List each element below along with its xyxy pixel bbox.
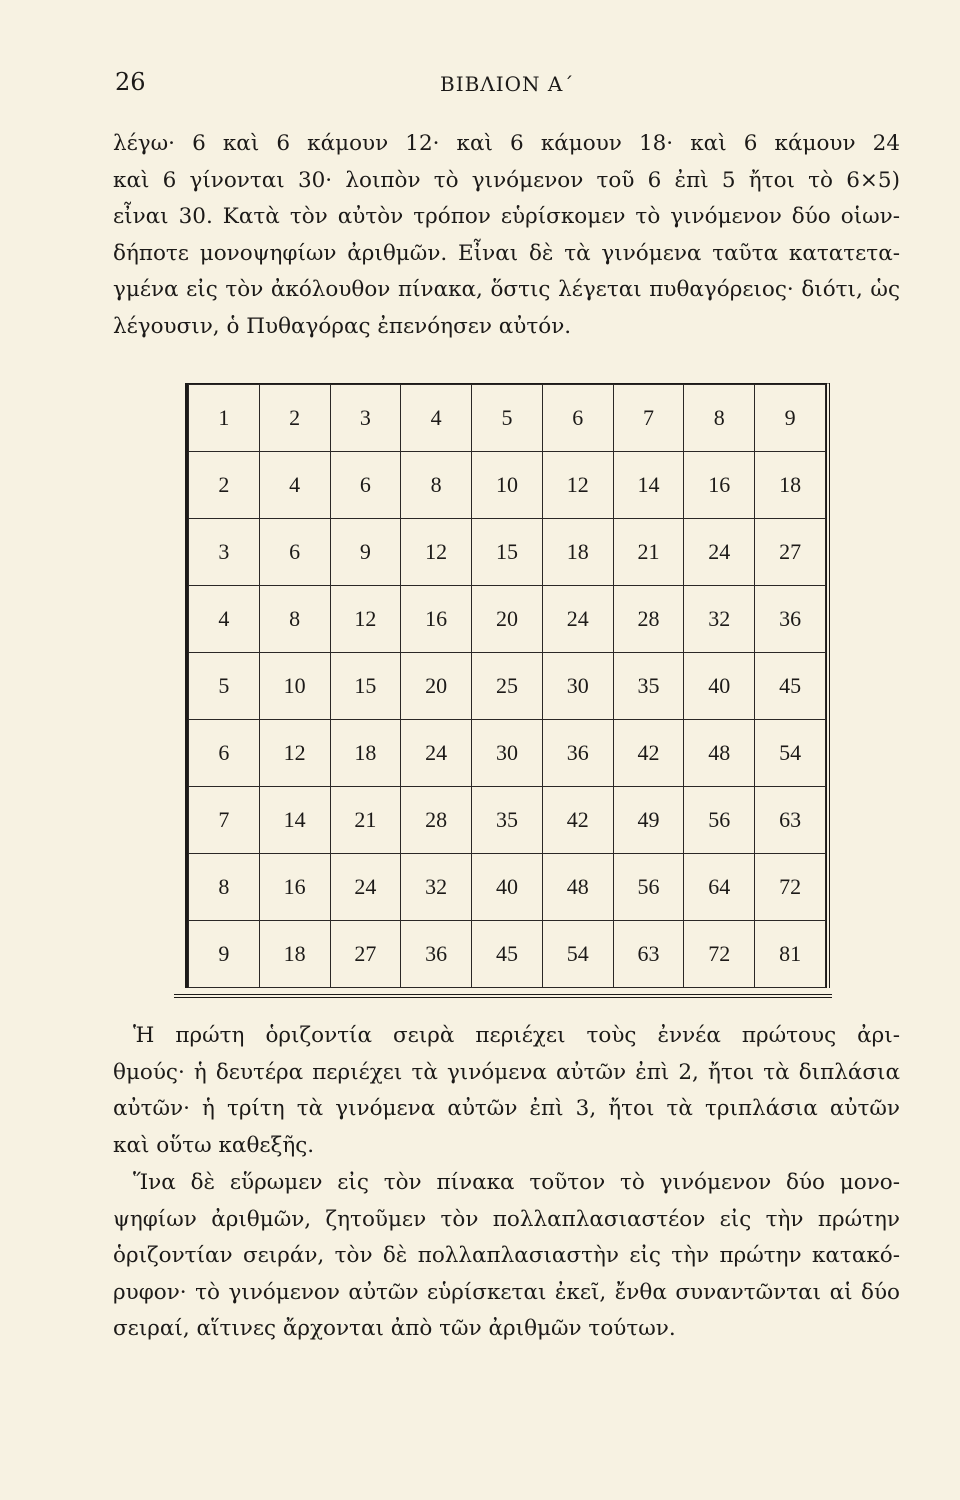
table-cell: 9 xyxy=(330,519,401,586)
table-cell: 6 xyxy=(189,720,260,787)
table-cell: 18 xyxy=(259,921,330,988)
table-cell: 20 xyxy=(472,586,543,653)
table-cell: 81 xyxy=(755,921,826,988)
table-row xyxy=(189,519,826,586)
text-line: εἶναι 30. Κατὰ τὸν αὐτὸν τρόπον εὑρίσκομεν τὸ γινόμενον δύο οἱων- xyxy=(113,204,900,229)
table-cell: 10 xyxy=(472,452,543,519)
table-cell: 2 xyxy=(189,452,260,519)
table-cell: 72 xyxy=(684,921,755,988)
table-cell: 12 xyxy=(542,452,613,519)
pythagorean-table xyxy=(185,383,830,988)
table-row xyxy=(189,653,826,720)
table-cell: 6 xyxy=(542,385,613,452)
table-cell: 14 xyxy=(613,452,684,519)
table-cell: 8 xyxy=(684,385,755,452)
table-cell: 56 xyxy=(684,787,755,854)
text-line: λέγω· 6 καὶ 6 κάμουν 12· καὶ 6 κάμουν 18· καὶ 6 κάμουν 24 xyxy=(113,131,900,156)
table-cell: 4 xyxy=(189,586,260,653)
table-cell: 42 xyxy=(613,720,684,787)
table-cell: 24 xyxy=(401,720,472,787)
table-cell: 42 xyxy=(542,787,613,854)
table-row xyxy=(189,921,826,988)
text-line: ψηφίων ἀριθμῶν, ζητοῦμεν τὸν πολλαπλασιαστέον εἰς τὴν πρώτην xyxy=(113,1206,900,1232)
table-cell: 21 xyxy=(613,519,684,586)
text-line: αὐτῶν· ἡ τρίτη τὰ γινόμενα αὐτῶν ἐπὶ 3, ἤτοι τὰ τριπλάσια αὐτῶν xyxy=(113,1096,900,1121)
table-cell: 28 xyxy=(613,586,684,653)
table-cell: 36 xyxy=(542,720,613,787)
table-cell: 32 xyxy=(684,586,755,653)
table-cell: 40 xyxy=(472,854,543,921)
table-cell: 32 xyxy=(401,854,472,921)
table-cell: 36 xyxy=(755,586,826,653)
table-cell: 9 xyxy=(189,921,260,988)
text-line: δήποτε μονοψηφίων ἀριθμῶν. Εἶναι δὲ τὰ γινόμενα ταῦτα κατατετα- xyxy=(113,240,900,266)
text-line: ὁριζοντίαν σειράν, τὸν δὲ πολλαπλασιαστὴν εἰς τὴν πρώτην κατακό- xyxy=(113,1243,900,1268)
table-cell: 18 xyxy=(330,720,401,787)
table-cell: 35 xyxy=(472,787,543,854)
table-cell: 28 xyxy=(401,787,472,854)
table-cell: 9 xyxy=(755,385,826,452)
table-cell: 6 xyxy=(259,519,330,586)
table-cell: 8 xyxy=(189,854,260,921)
table-cell: 35 xyxy=(613,653,684,720)
table-cell: 54 xyxy=(755,720,826,787)
table-row xyxy=(189,854,826,921)
table-cell: 25 xyxy=(472,653,543,720)
usage-paragraph xyxy=(113,1165,900,1348)
table-cell: 16 xyxy=(259,854,330,921)
table-cell: 45 xyxy=(755,653,826,720)
text-line: θμούς· ἡ δευτέρα περιέχει τὰ γινόμενα αὐτῶν ἐπὶ 2, ἤτοι τὰ διπλάσια xyxy=(113,1059,900,1085)
table-cell: 15 xyxy=(330,653,401,720)
table-cell: 40 xyxy=(684,653,755,720)
text-line: ρυφον· τὸ γινόμενον αὐτῶν εὑρίσκεται ἐκεῖ, ἔνθα συναντῶνται αἱ δύο xyxy=(113,1279,900,1305)
table-cell: 24 xyxy=(542,586,613,653)
table-cell: 6 xyxy=(330,452,401,519)
table-cell: 8 xyxy=(401,452,472,519)
table-cell: 4 xyxy=(401,385,472,452)
table-cell: 63 xyxy=(613,921,684,988)
table-cell: 18 xyxy=(542,519,613,586)
table-cell: 30 xyxy=(542,653,613,720)
table-cell: 24 xyxy=(330,854,401,921)
table-cell: 54 xyxy=(542,921,613,988)
table-row xyxy=(189,452,826,519)
text-line: λέγουσιν, ὁ Πυθαγόρας ἐπενόησεν αὐτόν. xyxy=(113,313,572,339)
table-cell: 72 xyxy=(755,854,826,921)
page-number: 26 xyxy=(115,68,146,96)
table-cell: 12 xyxy=(259,720,330,787)
table-cell: 36 xyxy=(401,921,472,988)
table-row xyxy=(189,385,826,452)
table-cell: 7 xyxy=(613,385,684,452)
table-cell: 45 xyxy=(472,921,543,988)
table-cell: 12 xyxy=(330,586,401,653)
table-cell: 14 xyxy=(259,787,330,854)
table-cell: 63 xyxy=(755,787,826,854)
table-cell: 5 xyxy=(189,653,260,720)
table-cell: 48 xyxy=(542,854,613,921)
table-cell: 8 xyxy=(259,586,330,653)
text-line: γμένα εἰς τὸν ἀκόλουθον πίνακα, ὅστις λέγεται πυθαγόρειος· διότι, ὡς xyxy=(113,277,900,302)
table-cell: 64 xyxy=(684,854,755,921)
table-cell: 4 xyxy=(259,452,330,519)
table-cell: 56 xyxy=(613,854,684,921)
text-line: σειραί, αἵτινες ἄρχονται ἀπὸ τῶν ἀριθμῶν τούτων. xyxy=(113,1316,676,1341)
text-line: Ἵνα δὲ εὕρωμεν εἰς τὸν πίνακα τοῦτον τὸ γινόμενον δύο μονο- xyxy=(133,1170,900,1195)
table-cell: 3 xyxy=(330,385,401,452)
table-cell: 48 xyxy=(684,720,755,787)
table-cell: 15 xyxy=(472,519,543,586)
table-cell: 30 xyxy=(472,720,543,787)
table-cell: 2 xyxy=(259,385,330,452)
table-cell: 18 xyxy=(755,452,826,519)
text-line: καὶ οὕτω καθεξῆς. xyxy=(113,1132,315,1158)
table-cell: 10 xyxy=(259,653,330,720)
multiplication-table xyxy=(188,384,826,988)
intro-paragraph xyxy=(113,126,900,345)
table-cell: 49 xyxy=(613,787,684,854)
table-cell: 16 xyxy=(684,452,755,519)
running-head: ΒΙΒΛΙΟΝ Α΄ xyxy=(440,72,575,96)
table-cell: 1 xyxy=(189,385,260,452)
table-cell: 27 xyxy=(330,921,401,988)
text-line: καὶ 6 γίνονται 30· λοιπὸν τὸ γινόμενον τοῦ 6 ἐπὶ 5 ἤτοι τὸ 6×5) xyxy=(113,167,900,193)
table-row xyxy=(189,720,826,787)
table-cell: 27 xyxy=(755,519,826,586)
table-cell: 24 xyxy=(684,519,755,586)
table-cell: 5 xyxy=(472,385,543,452)
table-explanation-paragraph xyxy=(113,1018,900,1164)
table-row xyxy=(189,586,826,653)
table-cell: 16 xyxy=(401,586,472,653)
text-line: Ἡ πρώτη ὁριζοντία σειρὰ περιέχει τοὺς ἐννέα πρώτους ἀρι- xyxy=(133,1023,900,1048)
table-cell: 21 xyxy=(330,787,401,854)
table-row xyxy=(189,787,826,854)
table-cell: 20 xyxy=(401,653,472,720)
table-cell: 3 xyxy=(189,519,260,586)
table-cell: 7 xyxy=(189,787,260,854)
table-cell: 12 xyxy=(401,519,472,586)
